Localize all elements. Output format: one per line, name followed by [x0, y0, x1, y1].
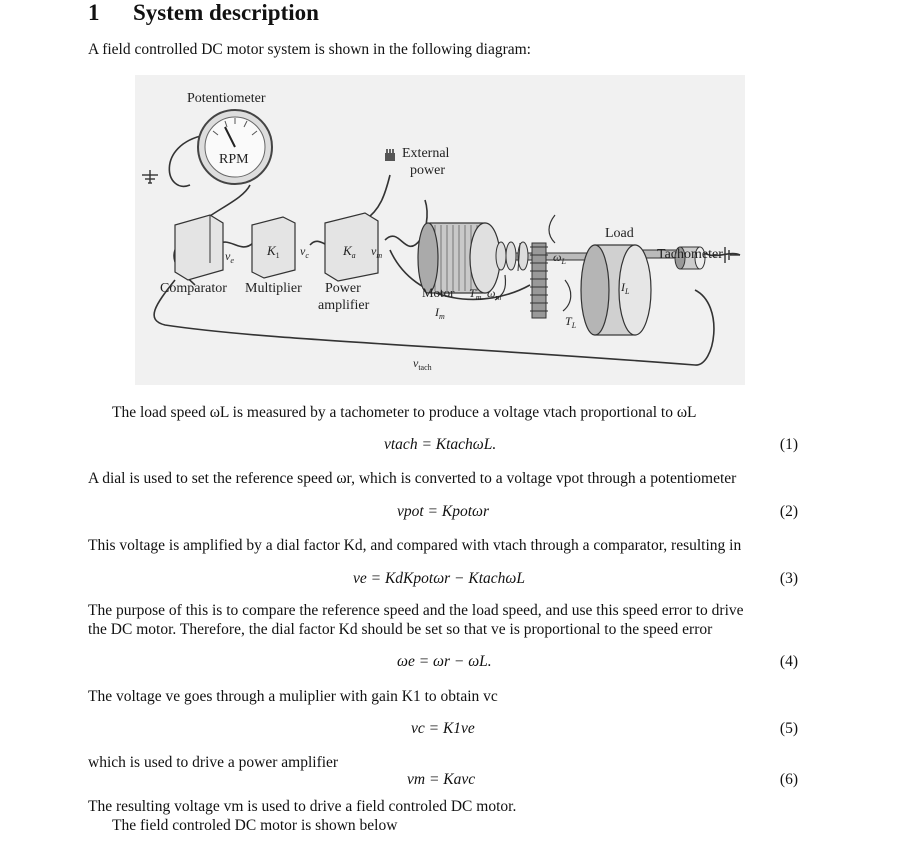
equation-1-number: (1) [779, 436, 798, 453]
plug-icon [385, 149, 395, 161]
vm-symbol: $v_m$ [371, 244, 383, 260]
paragraph-3: This voltage is amplified by a dial factor Kd, and compared with vtach through a comparator, resulting in [88, 537, 742, 554]
ve-symbol: $v_e$ [225, 249, 234, 265]
paragraph-2: A dial is used to set the reference speed ωr, which is converted to a voltage vpot through a potentiometer [88, 470, 737, 487]
omega-m-symbol: $\omega_m$ [487, 286, 502, 302]
multiplier-label: Multiplier [245, 281, 302, 296]
equation-4: ωe = ωr − ωL. [397, 653, 492, 670]
external-power-label-1: External [402, 146, 450, 161]
equation-3: ve = KdKpotωr − KtachωL [353, 570, 525, 587]
rpm-label: RPM [219, 152, 249, 167]
comparator-label: Comparator [160, 281, 227, 296]
load-label: Load [605, 226, 634, 241]
equation-4-number: (4) [779, 653, 798, 670]
paragraph-5: The voltage ve goes through a muliplier with gain K1 to obtain vc [88, 688, 498, 705]
k1-symbol: $K_1$ [267, 243, 280, 260]
equation-6: vm = Kavc [407, 771, 476, 788]
tl-symbol: $T_L$ [565, 314, 577, 330]
external-power-label-2: power [410, 163, 445, 178]
equation-2-number: (2) [779, 503, 798, 520]
omega-l-symbol: $\omega_L$ [553, 250, 566, 266]
potentiometer-label: Potentiometer [187, 91, 266, 106]
gear-icon [530, 243, 548, 318]
equation-1: vtach = KtachωL. [384, 436, 497, 453]
im-symbol: $I_m$ [435, 305, 445, 321]
power-amplifier-label-2: amplifier [318, 298, 370, 313]
section-title: System description [133, 0, 319, 25]
vtach-symbol: $v_{tach}$ [413, 356, 432, 372]
equation-6-number: (6) [779, 771, 798, 788]
power-amplifier-label-1: Power [325, 281, 361, 296]
section-number: 1 [88, 0, 100, 25]
equation-5-number: (5) [779, 720, 798, 737]
paragraph-7: The resulting voltage vm is used to drive a field controled DC motor. [88, 798, 517, 815]
tm-symbol: $T_m$ [469, 286, 482, 302]
ka-symbol: $K_a$ [343, 243, 356, 260]
paragraph-4-line-2: the DC motor. Therefore, the dial factor Kd should be set so that ve is proportional to the speed error [88, 621, 713, 638]
paragraph-1: The load speed ωL is measured by a tachometer to produce a voltage vtach proportional to ωL [112, 404, 697, 421]
paragraph-4-line-1: The purpose of this is to compare the reference speed and the load speed, and use this speed error to drive [88, 602, 744, 619]
intro-text: A field controlled DC motor system is shown in the following diagram: [88, 41, 531, 58]
il-symbol: $I_L$ [621, 280, 630, 296]
motor-icon [418, 223, 500, 293]
vc-symbol: $v_c$ [300, 244, 309, 260]
motor-system-diagram [135, 75, 745, 385]
paragraph-6: which is used to drive a power amplifier [88, 754, 339, 771]
equation-2: vpot = Kpotωr [397, 503, 490, 520]
equation-5: vc = K1ve [411, 720, 475, 737]
paragraph-8: The field controled DC motor is shown below [112, 817, 398, 834]
motor-label: Motor [422, 285, 455, 300]
tachometer-label: Tachometer [657, 247, 723, 262]
comparator-block [175, 215, 223, 280]
equation-3-number: (3) [779, 570, 798, 587]
